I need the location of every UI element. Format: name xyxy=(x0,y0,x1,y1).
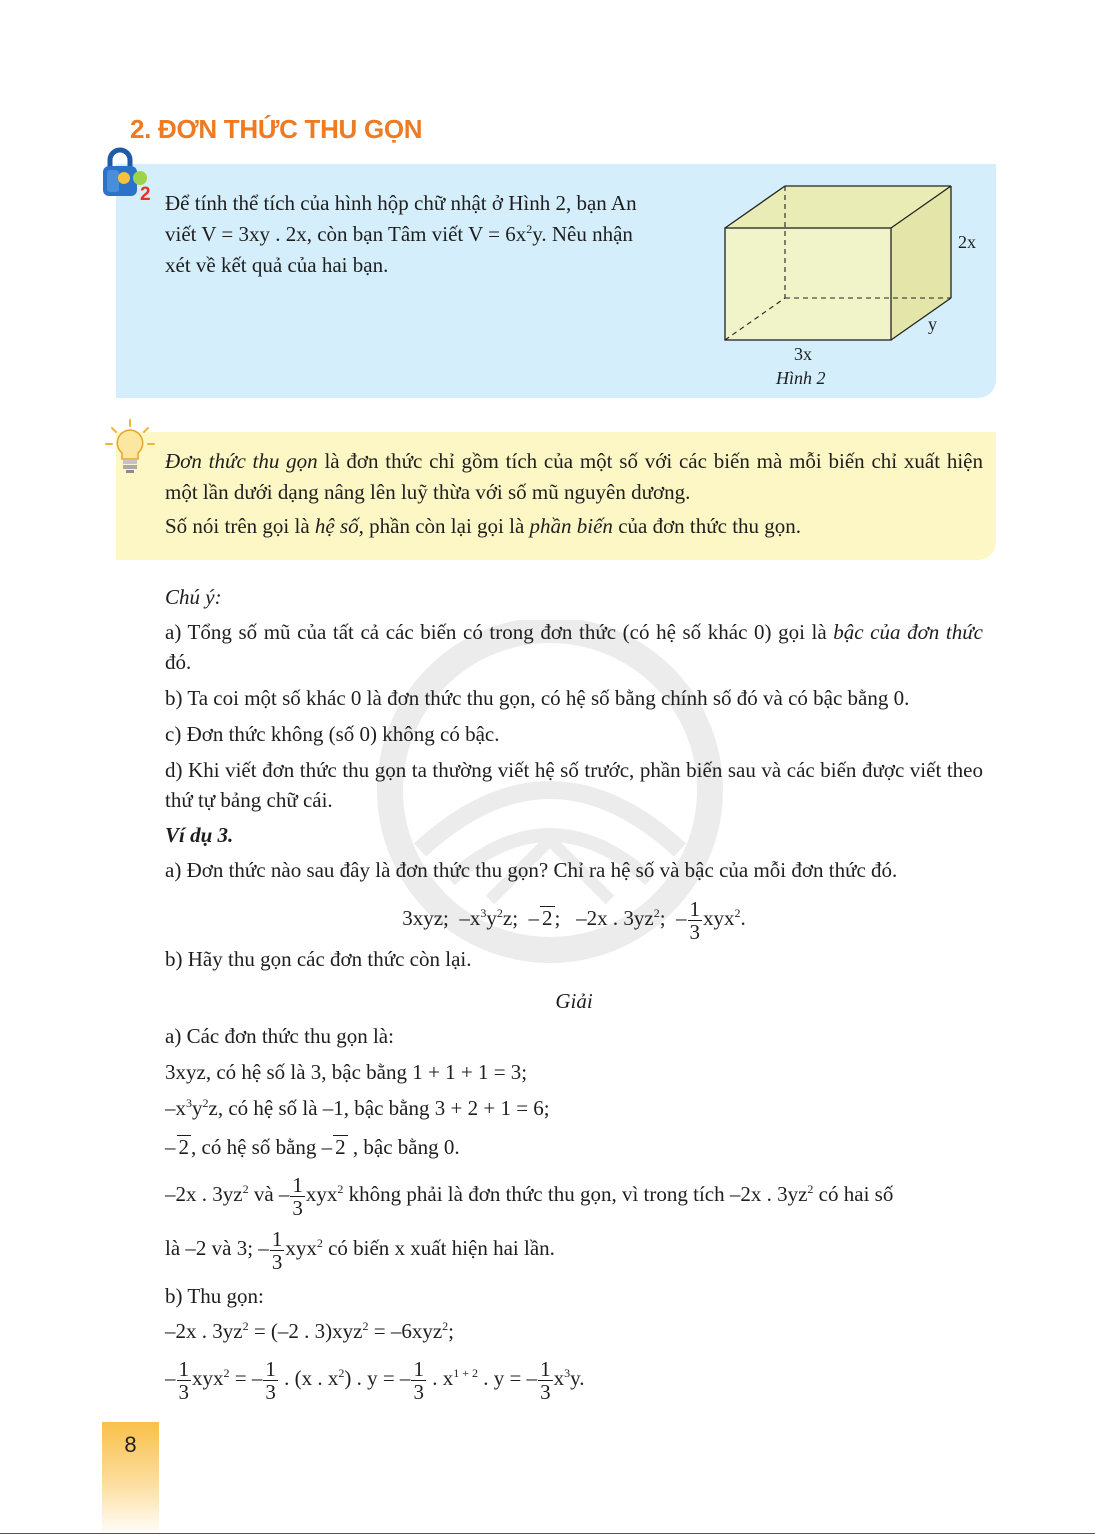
box-figure xyxy=(715,180,995,350)
definition-text-b: , phần còn lại gọi là xyxy=(358,514,530,538)
definition-paragraph-2 xyxy=(165,511,983,541)
activity-line-2-sup: 2 xyxy=(526,222,533,236)
solution-b-intro: b) Thu gọn: xyxy=(165,1284,264,1308)
example-title: Ví dụ 3. xyxy=(165,823,234,847)
solution-line-4-end: có hai số xyxy=(813,1182,894,1206)
solution-a-intro: a) Các đơn thức thu gọn là: xyxy=(165,1024,394,1048)
notes-title: Chú ý: xyxy=(165,585,222,609)
activity-line-3: xét về kết quả của hai bạn. xyxy=(165,253,389,277)
activity-line-2-a: viết V = 3xy . 2x, còn bạn Tâm viết V = 6x xyxy=(165,222,527,246)
page-number: 8 xyxy=(124,1432,137,1457)
note-b: b) Ta coi một số khác 0 là đơn thức thu gọn, có hệ số bằng chính số đó và có bậc bằng 0. xyxy=(165,686,910,710)
definition-text-a: Số nói trên gọi là xyxy=(165,514,315,538)
figure-label-height: 2x xyxy=(958,232,976,252)
activity-line-2 xyxy=(165,219,705,250)
term-coefficient: hệ số xyxy=(314,514,359,538)
solution-line-5-b: có biến x xuất hiện hai lần. xyxy=(322,1236,555,1260)
example-question-b: b) Hãy thu gọn các đơn thức còn lại. xyxy=(165,947,472,971)
page-number-tab xyxy=(102,1422,159,1537)
solution-b-line-1: –2x . $3yz^2 = (-2$ . 3)xyz$^2$ = –6xyz$^2$; xyxy=(165,1319,454,1343)
solution-line-3-end: , bậc bằng 0. xyxy=(347,1135,460,1159)
definition-text: là đơn thức chỉ gồm tích của một số với các biến mà mỗi biến chỉ xuất hiện một lần dưới dạng nâng lên luỹ thừa với số mũ nguyên dương. xyxy=(165,449,983,504)
term-variable-part: phần biến xyxy=(529,514,613,538)
note-a-end: đó. xyxy=(165,650,192,674)
solution-line-5: là –2 và 3; – $\frac{1}{3}$ xyx$^2$ có biến x xuất hiện hai lần. xyxy=(165,1226,555,1274)
bottom-rule xyxy=(0,1533,1095,1534)
note-c: c) Đơn thức không (số 0) không có bậc. xyxy=(165,722,500,746)
lightbulb-icon xyxy=(102,418,158,476)
note-a xyxy=(165,617,983,677)
activity-number: 2 xyxy=(140,184,151,205)
solution-line-2: $-x^3y^2z$, có hệ số là –1, bậc bằng 3 + 2 + 1 = 6; xyxy=(165,1096,550,1120)
solution-line-4-mid: không phải là đơn thức thu gọn, vì trong tích –2x . 3yz xyxy=(343,1182,808,1206)
solution-line-3: – 2, có hệ số bằng – 2 , bậc bằng 0. xyxy=(165,1135,460,1159)
solution-b-line-2: – $\frac{1}{3}$ xyx$^2$ = – $\frac{1}{3}$ . (x . $x^2$) . y = – $\frac{1}{3}$ . $x^{1 + 2}$ . y = – $\frac{1}{3}$ $x^3y$. xyxy=(165,1356,585,1404)
activity-line-1: Để tính thể tích của hình hộp chữ nhật ở Hình 2, bạn An xyxy=(165,191,637,215)
section-heading: 2. ĐƠN THỨC THU GỌN xyxy=(130,114,423,144)
solution-line-5-a: là –2 và 3; – xyxy=(165,1236,269,1260)
solution-line-2-text: z, có hệ số là –1, bậc bằng 3 + 2 + 1 = 6; xyxy=(208,1096,550,1120)
note-a-term: bậc của đơn thức xyxy=(833,620,983,644)
solution-line-4: –2x . $3yz^2$ và – $\frac{1}{3}$ xyx$^2$ không phải là đơn thức thu gọn, vì trong tích –2x . $3yz^2$ có hai số xyxy=(165,1172,894,1220)
example-monomials: 3xyz; $-x^3y^2z$; – 2; –2x . $3yz^2$; – $\frac{1}{3}$ xyx$^2$. xyxy=(402,896,746,944)
example-question-a: a) Đơn thức nào sau đây là đơn thức thu gọn? Chỉ ra hệ số và bậc của mỗi đơn thức đó. xyxy=(165,858,898,882)
activity-text xyxy=(165,188,705,281)
solution-line-3-mid: , có hệ số bằng xyxy=(191,1135,322,1159)
note-a-text: a) Tổng số mũ của tất cả các biến có trong đơn thức (có hệ số khác 0) gọi là xyxy=(165,620,834,644)
definition-text-c: của đơn thức thu gọn. xyxy=(612,514,802,538)
activity-line-2-b: y. Nêu nhận xyxy=(532,222,633,246)
solution-title: Giải xyxy=(555,989,593,1013)
definition-term: Đơn thức thu gọn xyxy=(165,449,318,473)
definition-paragraph-1 xyxy=(165,446,983,508)
figure-label-width: 3x xyxy=(794,344,812,364)
note-d: d) Khi viết đơn thức thu gọn ta thường viết hệ số trước, phần biến sau và các biến được viết theo thứ tự bảng chữ cái. xyxy=(165,758,983,812)
figure-caption: Hình 2 xyxy=(776,368,826,388)
solution-line-1: 3xyz, có hệ số là 3, bậc bằng 1 + 1 + 1 = 3; xyxy=(165,1060,528,1084)
figure-label-depth: y xyxy=(928,314,937,334)
